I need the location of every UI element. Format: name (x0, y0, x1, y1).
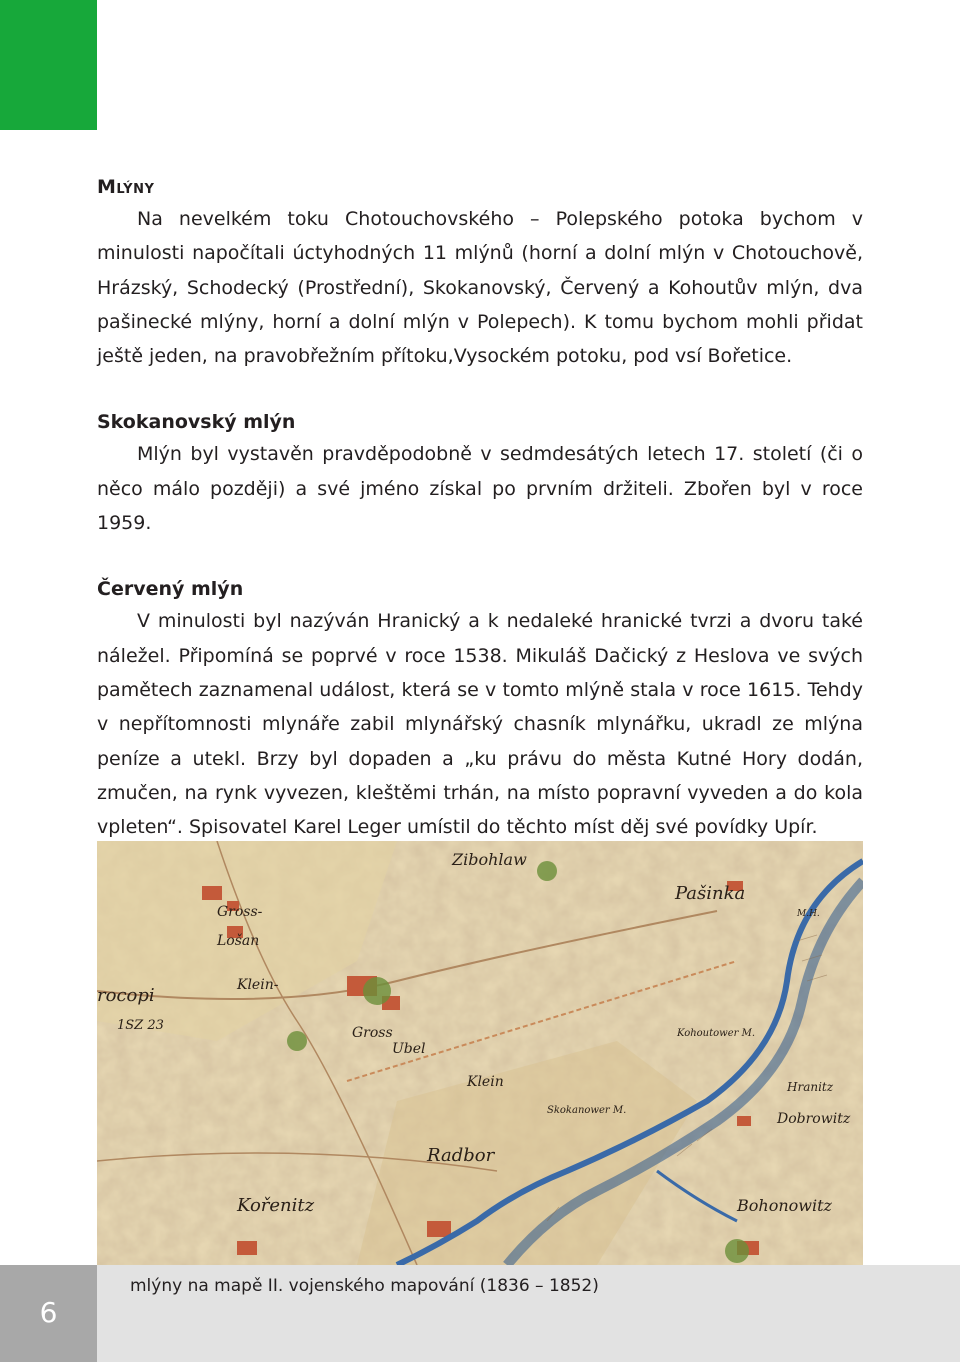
map-label-bohonowitz: Bohonowitz (737, 1196, 832, 1215)
map-label-ubel: Ubel (392, 1041, 426, 1057)
page-number: 6 (39, 1296, 58, 1329)
map-label-kohoutuv-mlyn: Kohoutower M. (677, 1028, 756, 1039)
section-text-mlyny: Na nevelkém toku Chotouchovského – Polepského potoka bychom v minulosti napočítali úctyhodných 11 mlýnů (horní a dolní mlýn v Chotouchově, Hrázský, Schodecký (Prostřední), Skokanovský, Červený a Kohoutův mlýn, dva pašinecké mlýny, horní a dolní mlýn v Polepech). K tomu bychom mohli přidat ještě jeden, na pravobřežním přítoku,Vysockém potoku, pod vsí Bořetice. (97, 208, 863, 368)
section-text-skokanovsky: Mlýn byl vystavěn pravděpodobně v sedmdesátých letech 17. století (či o něco málo později) a své jméno získal po prvním držiteli. Zbořen byl v roce 1959. (97, 443, 863, 535)
map-label-radbor: Radbor (427, 1145, 495, 1166)
green-header-tab (0, 0, 97, 130)
map-label-mh: M.H. (797, 909, 820, 919)
map-label-korenitz: Kořenitz (237, 1195, 315, 1216)
section-title-mlyny: Mlýny (97, 176, 155, 198)
map-label-procopi: rocopi (97, 985, 155, 1006)
map-label-gross-losan-1: Gross- (217, 904, 263, 920)
map-label-dobrowitz: Dobrowitz (777, 1111, 851, 1127)
map-label-hranitz: Hranitz (787, 1080, 834, 1094)
map-label-skokanovsky-mlyn: Skokanower M. (547, 1105, 627, 1116)
main-text (97, 172, 863, 844)
map-label-zibohlaw: Zibohlaw (452, 850, 527, 869)
map-label-klein-2: Klein (467, 1074, 504, 1090)
map-caption: mlýny na mapě II. vojenského mapování (1836 – 1852) (130, 1276, 599, 1296)
historic-map-image (97, 841, 863, 1265)
section-title-cerveny: Červený mlýn (97, 578, 244, 601)
map-label-klein: Klein- (237, 977, 279, 993)
section-text-cerveny: V minulosti byl nazýván Hranický a k nedaleké hranické tvrzi a dvoru také náležel. Připomíná se poprvé v roce 1538. Mikuláš Dačický z Heslova ve svých pamětech zaznamenal událost, která se v tomto mlýně stala v roce 1615. Tehdy v nepřítomnosti mlynáře zabil mlynářský chasník mlynářku, ukradl ze mlýna peníze a utekl. Brzy byl dopaden a „ku právu do města Kutné Hory dodán, zmučen, na rynk vyvezen, kleštěmi trhán, na místo popravní vyveden a do kola vpleten“. Spisovatel Karel Leger umístil do těchto míst děj své povídky Upír. (97, 610, 863, 839)
map-label-gross: Gross (352, 1025, 393, 1041)
map-label-number: 1SZ 23 (117, 1018, 164, 1033)
map-label-gross-losan-2: Lošan (217, 933, 260, 949)
map-label-pasinka: Pašinka (675, 883, 746, 904)
section-title-skokanovsky: Skokanovský mlýn (97, 411, 296, 434)
